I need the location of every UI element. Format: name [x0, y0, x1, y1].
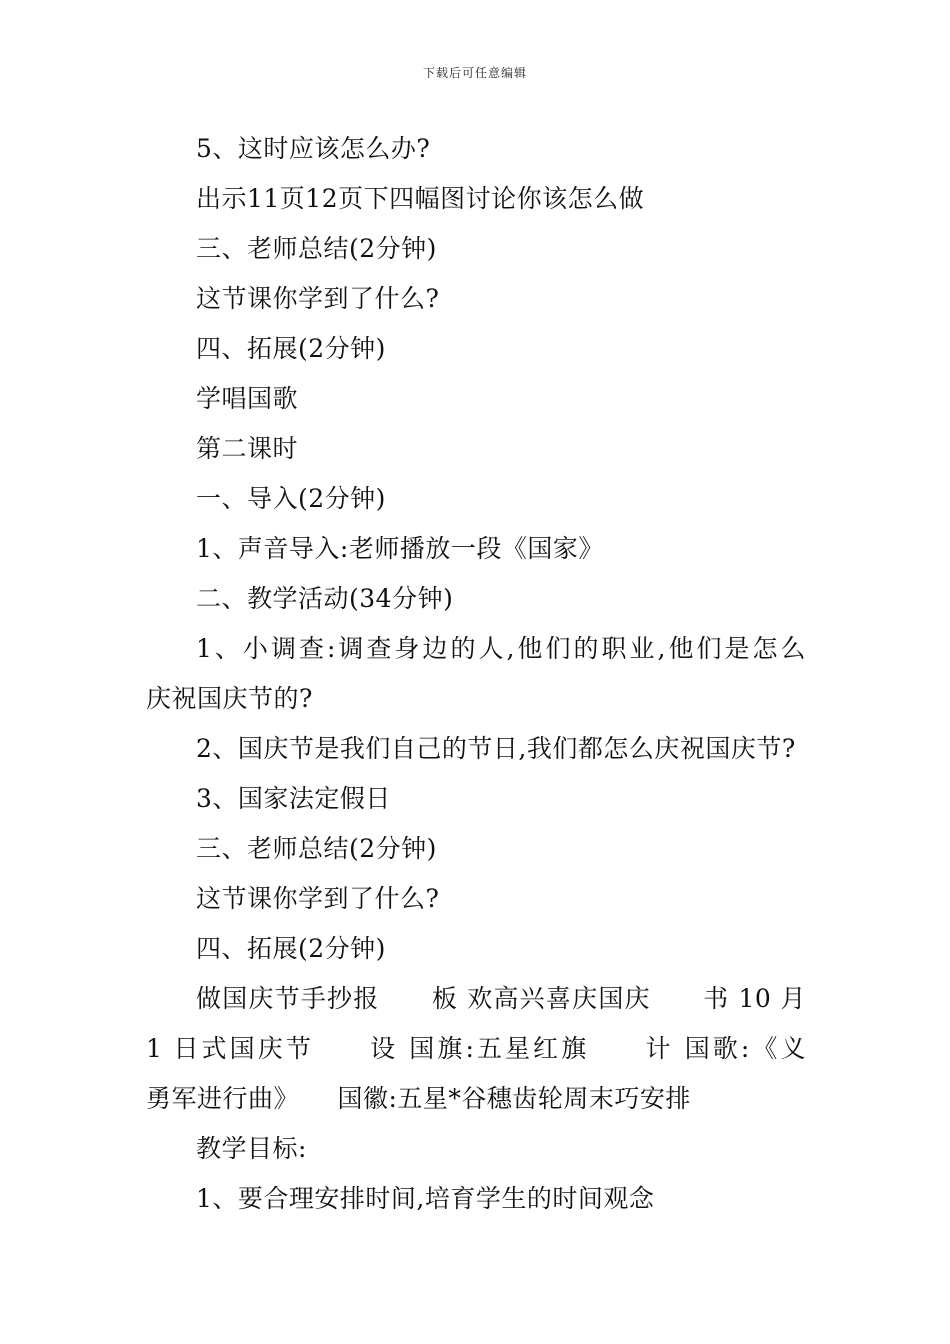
- section-heading: 三、老师总结(2分钟): [196, 234, 437, 263]
- text-line: 1、声音导入:老师播放一段《国家》: [196, 534, 604, 563]
- lesson-heading: 第二课时: [196, 434, 299, 463]
- text-line: 3、国家法定假日: [196, 784, 391, 813]
- section-heading: 教学目标:: [196, 1134, 307, 1163]
- section-heading: 二、教学活动(34分钟): [196, 584, 454, 613]
- text-line: 1、小调查:调查身边的人,他们的职业,他们是怎么: [196, 634, 806, 663]
- section-heading: 四、拓展(2分钟): [196, 934, 386, 963]
- section-heading: 三、老师总结(2分钟): [196, 834, 437, 863]
- text-line: 庆祝国庆节的?: [146, 684, 313, 713]
- text-line: 2、国庆节是我们自己的节日,我们都怎么庆祝国庆节?: [196, 734, 796, 763]
- text-line: 学唱国歌: [196, 384, 299, 413]
- text-line: 5、这时应该怎么办?: [196, 134, 431, 163]
- text-line: 出示11页12页下四幅图讨论你该怎么做: [196, 184, 645, 213]
- section-heading: 四、拓展(2分钟): [196, 334, 386, 363]
- text-line: 这节课你学到了什么?: [196, 284, 440, 313]
- text-line: 1、要合理安排时间,培育学生的时间观念: [196, 1184, 655, 1213]
- board-design-line: 做国庆节手抄报 板 欢高兴喜庆国庆 书 10 月: [196, 984, 806, 1013]
- board-design-line: 勇军进行曲》 国徽:五星*谷穗齿轮周末巧安排: [146, 1084, 691, 1113]
- text-line: 这节课你学到了什么?: [196, 884, 440, 913]
- board-design-line: 1 日式国庆节 设 国旗:五星红旗 计 国歌:《义: [146, 1034, 806, 1063]
- section-heading: 一、导入(2分钟): [196, 484, 386, 513]
- page-header: 下载后可任意编辑: [422, 66, 527, 80]
